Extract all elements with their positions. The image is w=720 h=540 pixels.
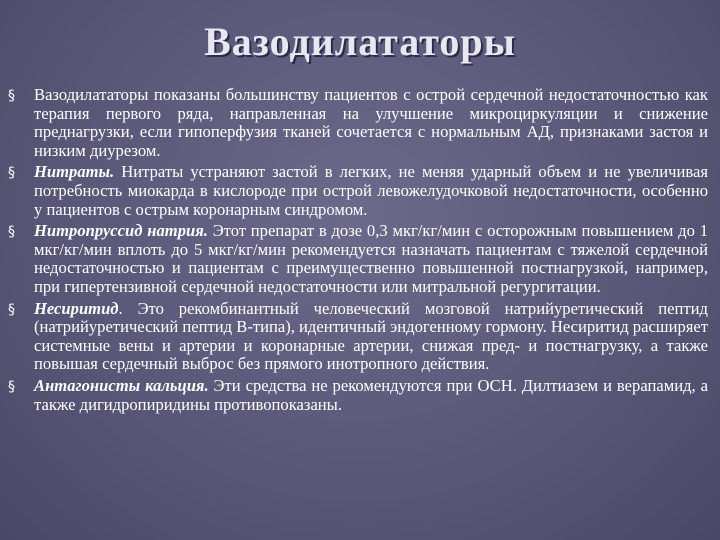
bullet-term: Нитраты. bbox=[34, 162, 115, 182]
bullet-text: Вазодилататоры показаны большинству пациентов с острой сердечной недостаточностью как терапия первого ряда, направленная на улучшение микроциркуляции и снижение преднагрузки, если гипоперфузия тканей сочетается с нормальным АД, признаками застоя и низким диурезом. bbox=[34, 85, 708, 160]
bullet-item-calcium-antagonists bbox=[8, 377, 708, 414]
bullet-text: Нитраты устраняют застой в легких, не меняя ударный объем и не увеличивая потребность миокарда в кислороде при острой левожелудочковой недостаточности, особенно у пациентов с острым коронарным синдромом. bbox=[34, 162, 708, 219]
bullet-term: Нитропруссид натрия. bbox=[34, 221, 208, 241]
bullet-marker-icon: § bbox=[8, 165, 15, 182]
bullet-list bbox=[8, 86, 708, 417]
bullet-marker-icon: § bbox=[8, 301, 15, 318]
bullet-marker-icon: § bbox=[8, 378, 15, 395]
bullet-marker-icon: § bbox=[8, 88, 15, 104]
slide-title: Вазодилататоры bbox=[204, 19, 516, 64]
bullet-item-nitrates bbox=[8, 163, 708, 219]
bullet-text: Эти средства не рекомендуются при ОСН. Дилтиазем и верапамид, а также дигидропиридины противопоказаны. bbox=[34, 375, 708, 414]
bullet-item-nesiritide bbox=[8, 300, 708, 374]
bullet-term: Антагонисты кальция. bbox=[34, 375, 209, 395]
bullet-term: Несиритид bbox=[34, 298, 119, 318]
bullet-item-vasodilators bbox=[8, 86, 708, 160]
bullet-marker-icon: § bbox=[8, 224, 15, 241]
bullet-text: . Это рекомбинантный человеческий мозговой натрийуретический пептид (натрийуретический пептид В-типа), идентичный эндогенному гормону. Несиритид расширяет системные вены и артерии и коронарные артерии, снижая пред- и постнагрузку, а также повышая сердечный выброс без прямого инотропного действия. bbox=[34, 298, 709, 374]
bullet-item-nitroprusside bbox=[8, 222, 708, 296]
bullet-text: Этот препарат в дозе 0,3 мкг/кг/мин с осторожным повышением до 1 мкг/кг/мин вплоть до 5 мкг/кг/мин рекомендуется назначать пациентам с тяжелой сердечной недостаточностью и пациентам с преимущественно повышенной постнагрузкой, например, при гипертензивной сердечной недостаточности или митральной регургитации. bbox=[34, 221, 708, 296]
